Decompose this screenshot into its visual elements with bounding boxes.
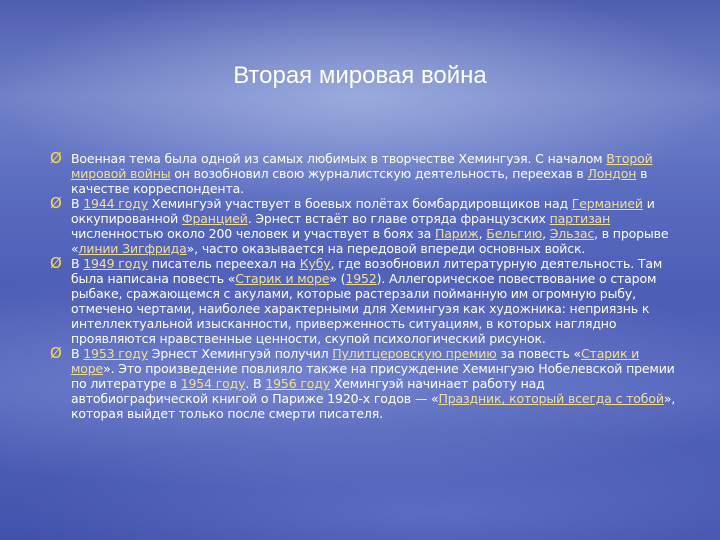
text-run: численностью около 200 человек и участвует в боях за	[71, 226, 435, 241]
text-link[interactable]: Бельгию	[486, 226, 543, 241]
text-run: ». Это произведение повлияло также на присуждение Хемингуэю Нобелевской премии по литературе в	[71, 361, 675, 391]
bullet-text	[71, 196, 680, 256]
text-run: » (	[329, 271, 346, 286]
text-run: он возобновил свою журналистскую деятельность, переехав в	[170, 166, 588, 181]
text-run: писатель переехал на	[147, 256, 300, 271]
bullet-text	[71, 346, 680, 421]
text-run: ). Аллегорическое повествование о старом рыбаке, сражающемся с акулами, которые растерзали пойманную им огромную рыбу, отмечено чертами, наиболее характерными для Хемингуэя как художника: неприязнь к интеллектуальной изысканности, приверженность ситуациям, в которых наглядно проявляются нравственные ценности, скупой психологический рисунок.	[71, 271, 657, 346]
text-link[interactable]: Францией	[181, 211, 248, 226]
text-run: ,	[478, 226, 487, 241]
text-run: в качестве корреспондента.	[71, 166, 648, 196]
bullet-item	[50, 346, 680, 421]
bullet-arrow-icon: Ø	[50, 254, 62, 272]
text-link[interactable]: 1956 году	[265, 376, 331, 391]
text-run: . В	[245, 376, 266, 391]
text-link[interactable]: Лондон	[587, 166, 637, 181]
text-link[interactable]: Германией	[571, 196, 643, 211]
text-link[interactable]: Праздник, который всегда с тобой	[438, 391, 664, 406]
text-link[interactable]: линии Зигфрида	[78, 241, 187, 256]
text-run: В	[71, 346, 84, 361]
bullet-list	[50, 151, 680, 421]
text-link[interactable]: Эльзас	[549, 226, 595, 241]
text-link[interactable]: Второй мировой войны	[71, 151, 653, 181]
bullet-arrow-icon: Ø	[50, 149, 62, 167]
text-link[interactable]: Пулитцеровскую премию	[332, 346, 497, 361]
bullet-text	[71, 151, 680, 196]
bullet-arrow-icon: Ø	[50, 194, 62, 212]
slide-title: Вторая мировая война	[233, 62, 487, 89]
text-run: , в прорыве «	[71, 226, 669, 256]
bullet-text	[71, 256, 680, 346]
bullet-item	[50, 256, 680, 346]
text-link[interactable]: Париж	[434, 226, 479, 241]
bullet-item	[50, 151, 680, 196]
text-link[interactable]: Старик и море	[71, 346, 640, 376]
text-link[interactable]: 1944 году	[83, 196, 148, 211]
text-link[interactable]: 1954 году	[180, 376, 246, 391]
text-link[interactable]: Кубу	[299, 256, 331, 271]
text-run: Хемингуэй участвует в боевых полётах бомбардировщиков над	[147, 196, 572, 211]
bullet-arrow-icon: Ø	[50, 344, 62, 362]
text-run: , где возобновил литературную деятельность. Там была написана повесть «	[71, 256, 663, 286]
text-run: В	[71, 196, 84, 211]
text-link[interactable]: партизан	[549, 211, 611, 226]
text-run: », часто оказывается на передовой впереди основных войск.	[186, 241, 586, 256]
text-link[interactable]: Старик и море	[235, 271, 330, 286]
text-link[interactable]: 1953 году	[83, 346, 148, 361]
text-run: Хемингуэй начинает работу над автобиографической книгой о Париже 1920-х годов — «	[71, 376, 545, 406]
text-run: ,	[542, 226, 550, 241]
text-run: и оккупированной	[71, 196, 655, 226]
text-run: за повесть «	[496, 346, 581, 361]
text-run: . Эрнест встаёт во главе отряда французских	[247, 211, 550, 226]
text-run: Эрнест Хемингуэй получил	[147, 346, 333, 361]
bullet-item	[50, 196, 680, 256]
text-run: Военная тема была одной из самых любимых в творчестве Хемингуэя. С началом	[71, 151, 607, 166]
text-run: В	[71, 256, 84, 271]
text-link[interactable]: 1952	[345, 271, 377, 286]
text-run: », которая выйдет только после смерти писателя.	[71, 391, 676, 421]
text-link[interactable]: 1949 году	[83, 256, 148, 271]
